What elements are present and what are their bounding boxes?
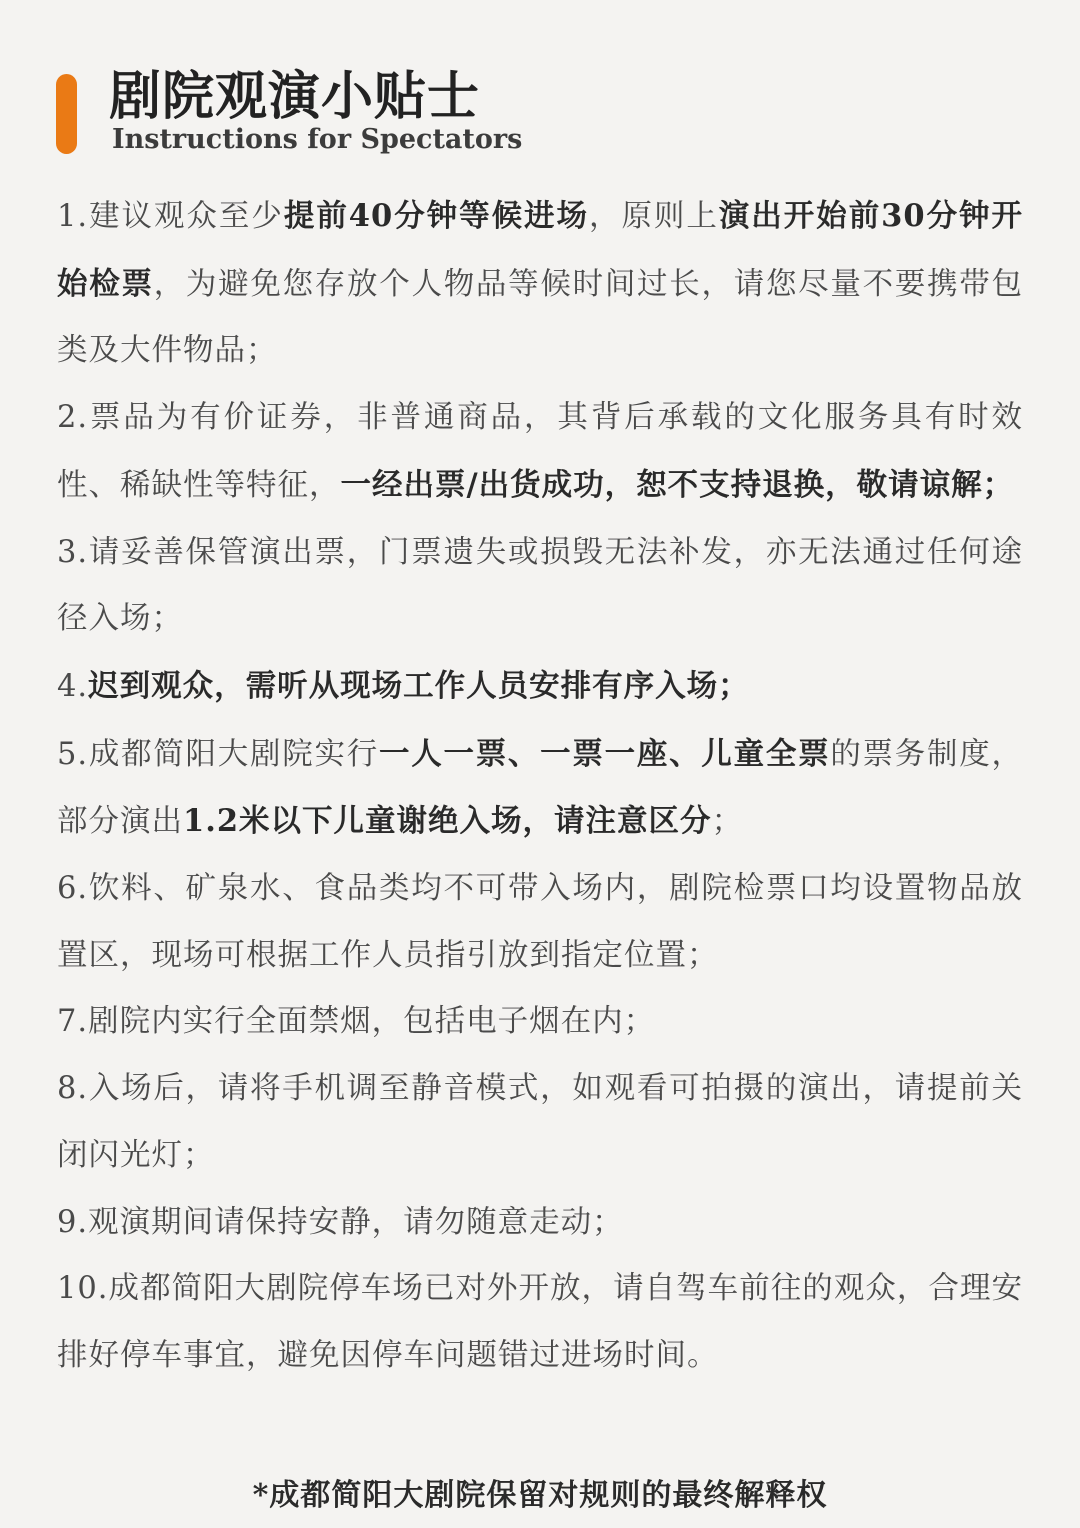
rule-text-bold: 演出开始前30分钟开始检票 [57,198,1023,302]
page-title: 剧院观演小贴士 [109,66,481,127]
rule-item-1 [57,183,1023,385]
rule-text-bold: 1.2米以下儿童谢绝入场，请注意区分 [183,803,712,840]
rules-list [57,183,1023,1390]
rule-item-9 [57,1190,1023,1257]
rule-item-2 [57,385,1023,519]
rule-text-bold: 一经出票/出货成功，恕不支持退换，敬请谅解； [340,466,1015,503]
rule-item-4 [57,653,1023,721]
accent-bar [56,74,77,154]
rule-text: 9.观演期间请保持安静，请勿随意走动； [57,1204,624,1240]
rule-text-bold: 提前40分钟等候进场 [283,198,589,234]
rule-text: 4. [57,668,89,704]
rule-text: 6.饮料、矿泉水、食品类均不可带入场内，剧院检票口均设置物品放置区，现场可根据工作人员指引放到指定位置； [57,871,1023,973]
rule-text-bold: 迟到观众，需听从现场工作人员安排有序入场； [88,667,750,704]
rule-item-8 [57,1056,1023,1189]
rule-text-bold: 一人一票、一票一座、儿童全票 [378,735,831,772]
page-header [56,68,756,158]
rule-text: ，为避免您存放个人物品等候时间过长，请您尽量不要携带包类及大件物品； [57,266,1024,369]
rule-item-3 [57,520,1023,653]
rule-item-6 [57,856,1023,989]
rule-text: 5.成都简阳大剧院实行 [57,736,379,772]
rule-text: 3.请妥善保管演出票，门票遗失或损毁无法补发，亦无法通过任何途径入场； [57,534,1023,637]
rule-item-5 [57,721,1023,856]
rule-item-10 [57,1256,1023,1389]
rule-text: 10.成都简阳大剧院停车场已对外开放，请自驾车前往的观众，合理安排好停车事宜，避免因停车问题错过进场时间。 [57,1271,1023,1373]
footer-note: *成都简阳大剧院保留对规则的最终解释权 [252,1478,828,1513]
rule-text: 7.剧院内实行全面禁烟，包括电子烟在内； [57,1004,656,1040]
rule-text: 1.建议观众至少 [57,199,284,234]
rule-text: 的票务制度，部分演出 [57,736,1024,840]
rule-text: 2.票品为有价证券，非普通商品，其背后承载的文化服务具有时效性、稀缺性等特征， [57,400,1023,503]
rule-text: 8.入场后，请将手机调至静音模式，如观看可拍摄的演出，请提前关闭闪光灯； [57,1071,1023,1173]
page-subtitle: Instructions for Spectators [112,124,523,155]
rule-text: ； [711,804,744,840]
rule-item-7 [57,989,1023,1056]
rule-text: ，原则上 [588,199,719,234]
